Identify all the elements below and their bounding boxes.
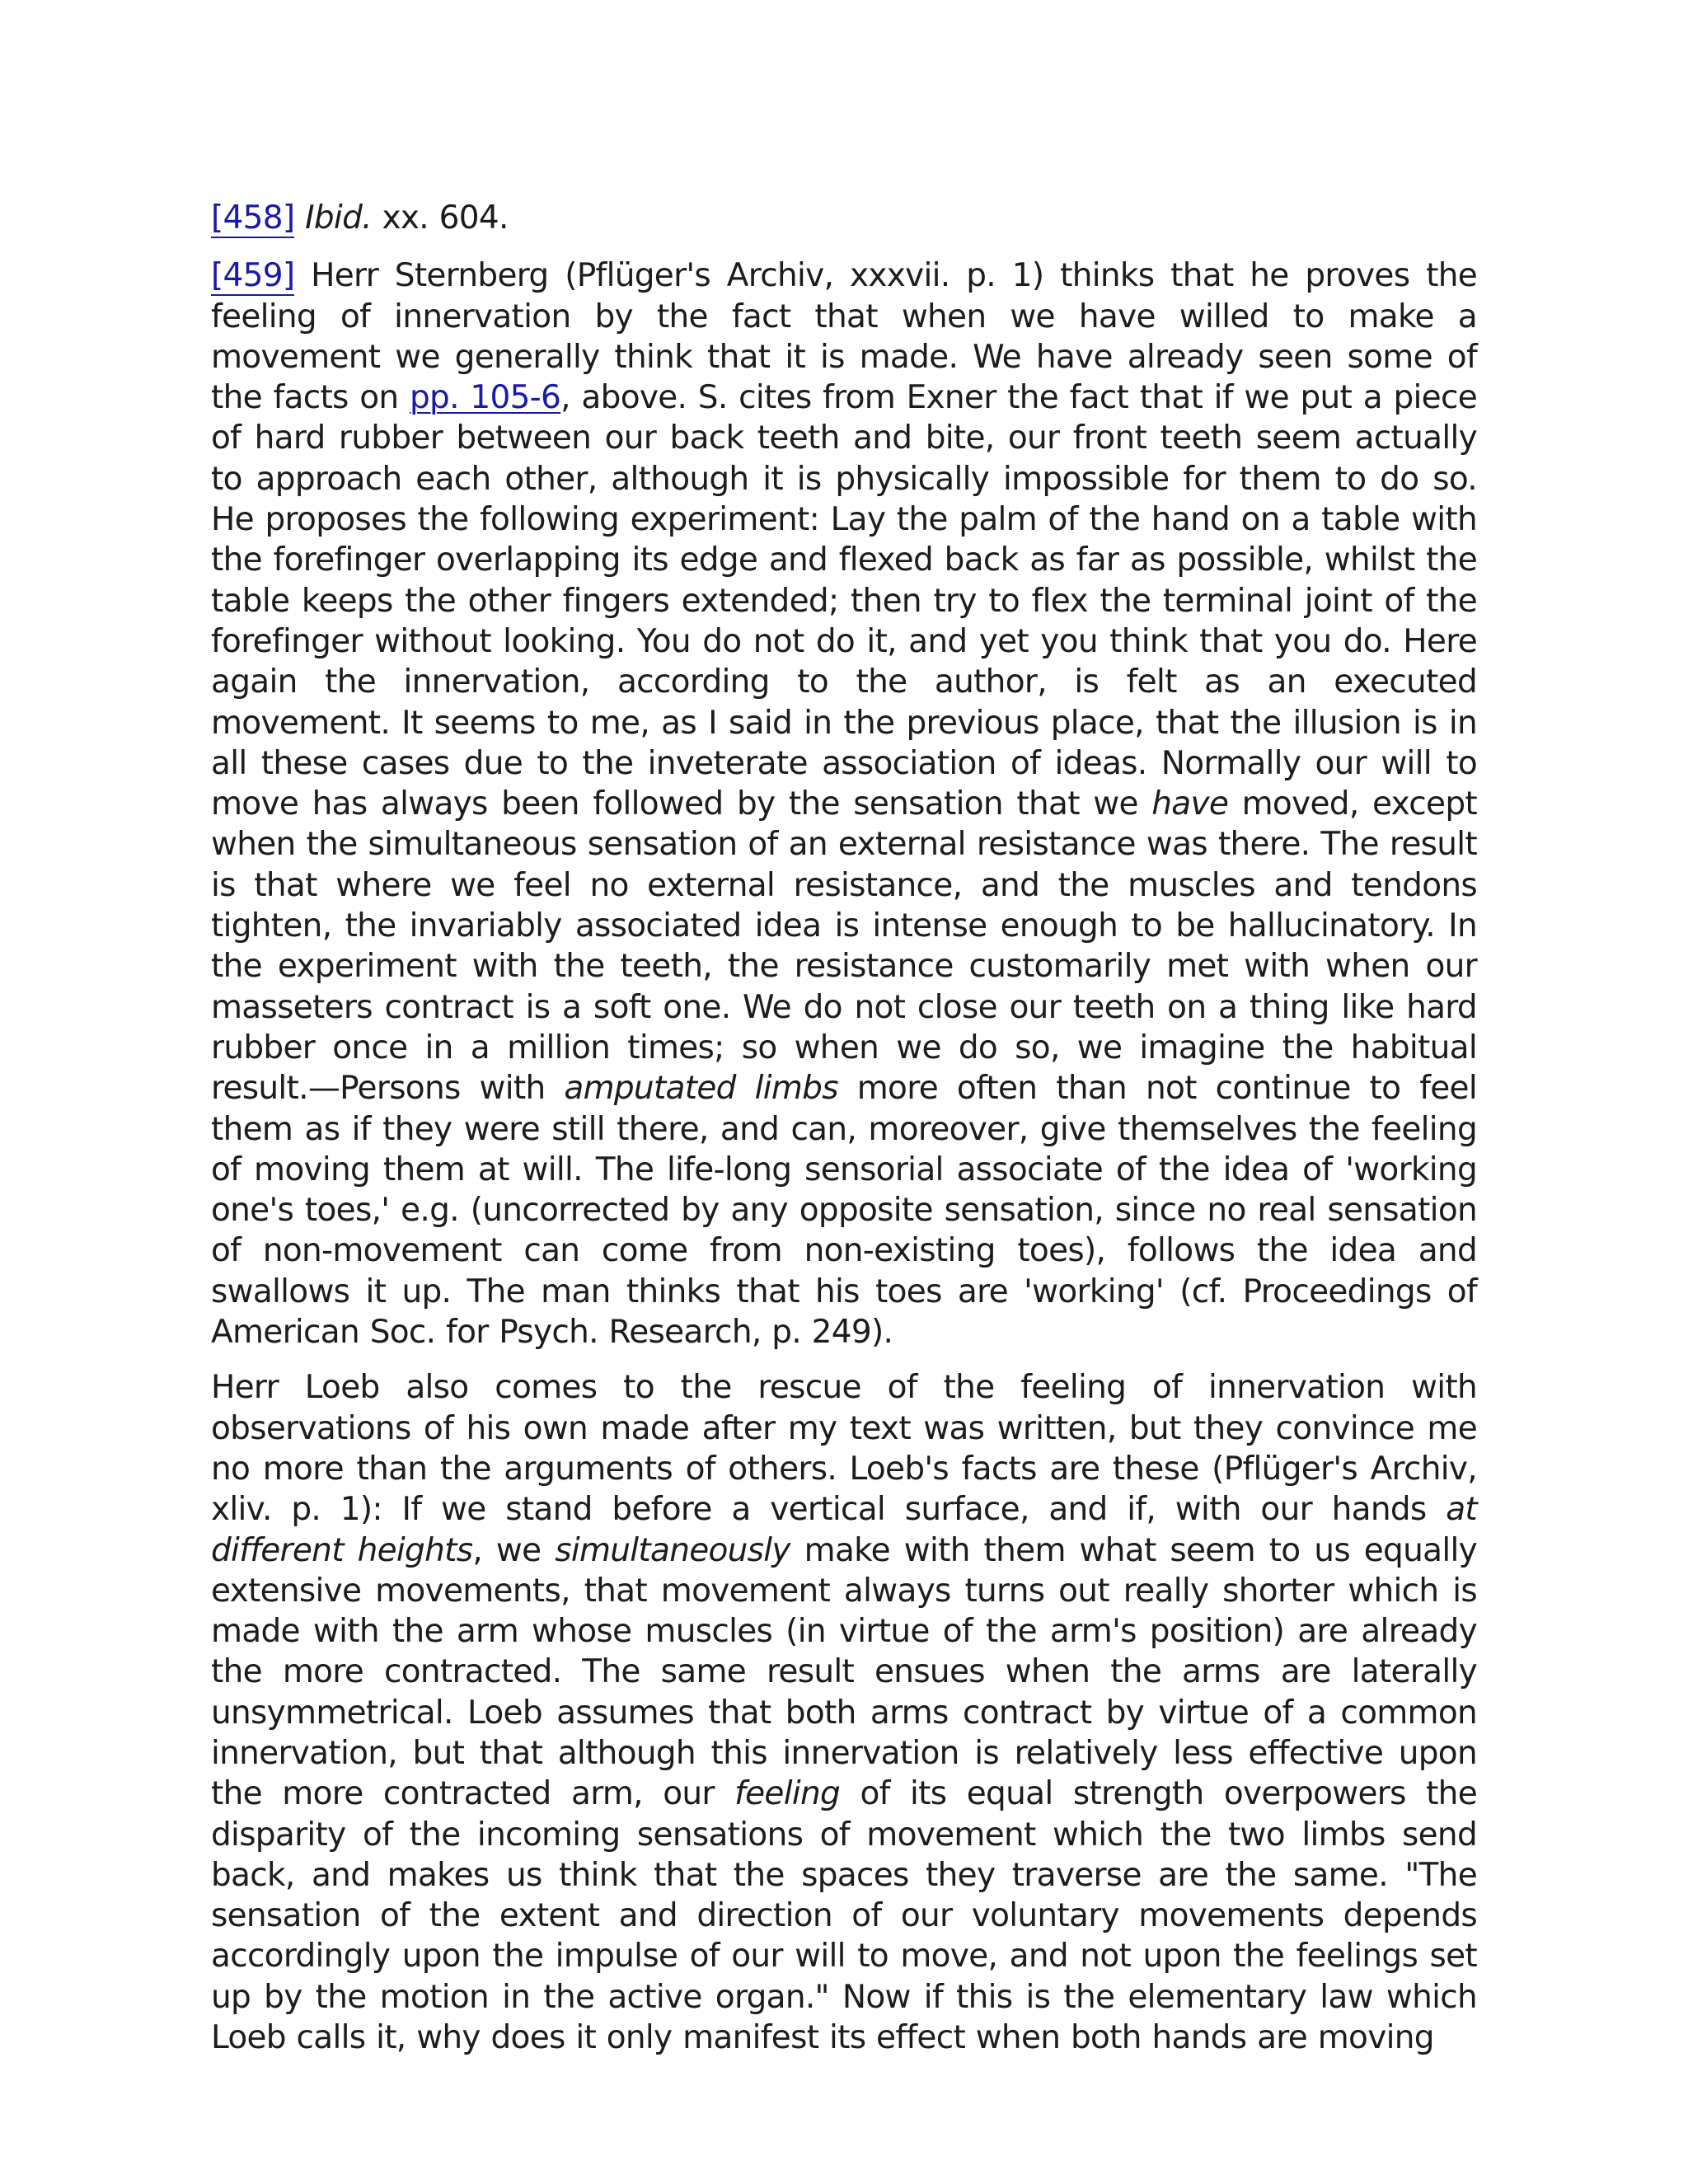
- footnote-459: [211, 255, 1477, 1352]
- page-reference-link[interactable]: pp. 105-6: [409, 379, 561, 417]
- footnote-text: moved, except when the simultaneous sensation of an external resistance was there. The result is that where we feel no external resistance, and the muscles and tendons tighten, the invariably associated idea is intense enough to be hallucinatory. In the experiment with the teeth, the resistance customarily met with when our masseters contract is a soft one. We do not close our teeth on a thing like hard rubber once in a million times; so when we do so, we imagine the habitual result.—Persons with: [211, 785, 1477, 1108]
- body-paragraph: [211, 1367, 1477, 2058]
- paragraph-text-italic: at different heights: [211, 1491, 1477, 1569]
- paragraph-text: of its equal strength overpowers the disparity of the incoming sensations of movement which the two limbs send back, and makes us think that the spaces they traverse are the same. "The sensation of the extent and direction of our voluntary movements depends accordingly upon the impulse of our will to move, and not upon the feelings set up by the motion in the active organ." Now if this is the elementary law which Loeb calls it, why does it only manifest its effect when both hands are moving: [211, 1775, 1477, 2057]
- footnote-text: , above. S. cites from Exner the fact that if we put a piece of hard rubber between our back teeth and bite, our front teeth seem actually to approach each other, although it is physically impossible for them to do so. He proposes the following experiment: Lay the palm of the hand on a table with the forefinger overlapping its edge and flexed back as far as possible, whilst the table keeps the other fingers extended; then try to flex the terminal joint of the forefinger without looking. You do not do it, and yet you think that you do. Here again the innervation, according to the author, is felt as an executed movement. It seems to me, as I said in the previous place, that the illusion is in all these cases due to the inveterate association of ideas. Normally our will to move has always been followed by the sensation that we: [211, 379, 1477, 823]
- footnote-text: more often than not continue to feel them as if they were still there, and can, moreover, give themselves the feeling of moving them at will. The life-long sensorial associate of the idea of 'working one's toes,' e.g. (uncorrected by any opposite sensation, since no real sensation of non-movement can come from non-existing toes), follows the idea and swallows it up. The man thinks that his toes are 'working' (cf. Proceedings of American Soc. for Psych. Research, p. 249).: [211, 1070, 1477, 1352]
- document-page: [211, 198, 1477, 2058]
- footnote-text-italic: amputated limbs: [564, 1070, 838, 1108]
- footnote-text: Herr Sternberg (Pflüger's Archiv, xxxvii. p. 1) thinks that he proves the feeling of innervation by the fact that when we have willed to make a movement we generally think that it is made. We have already seen some of the facts on: [211, 257, 1477, 417]
- footnote-ref-458[interactable]: [458]: [211, 199, 295, 237]
- paragraph-text: , we: [472, 1531, 556, 1569]
- footnote-458: [211, 198, 1477, 238]
- paragraph-text-italic: simultaneously: [555, 1531, 790, 1569]
- paragraph-text-italic: feeling: [734, 1775, 841, 1813]
- footnote-text-italic: Ibid.: [305, 199, 372, 237]
- footnote-text: xx. 604.: [371, 199, 509, 237]
- footnote-gap: [294, 199, 305, 237]
- paragraph-text: make with them what seem to us equally extensive movements, that movement always turns out really shorter which is made with the arm whose muscles (in virtue of the arm's position) are already the more contracted. The same result ensues when the arms are laterally unsymmetrical. Loeb assumes that both arms contract by virtue of a common innervation, but that although this innervation is relatively less effective upon the more contracted arm, our: [211, 1531, 1477, 1813]
- paragraph-text: Herr Loeb also comes to the rescue of the feeling of innervation with observations of his own made after my text was written, but they convince me no more than the arguments of others. Loeb's facts are these (Pflüger's Archiv, xliv. p. 1): If we stand before a vertical surface, and if, with our hands: [211, 1369, 1477, 1529]
- footnote-ref-459[interactable]: [459]: [211, 257, 295, 295]
- footnote-text-italic: have: [1151, 785, 1229, 823]
